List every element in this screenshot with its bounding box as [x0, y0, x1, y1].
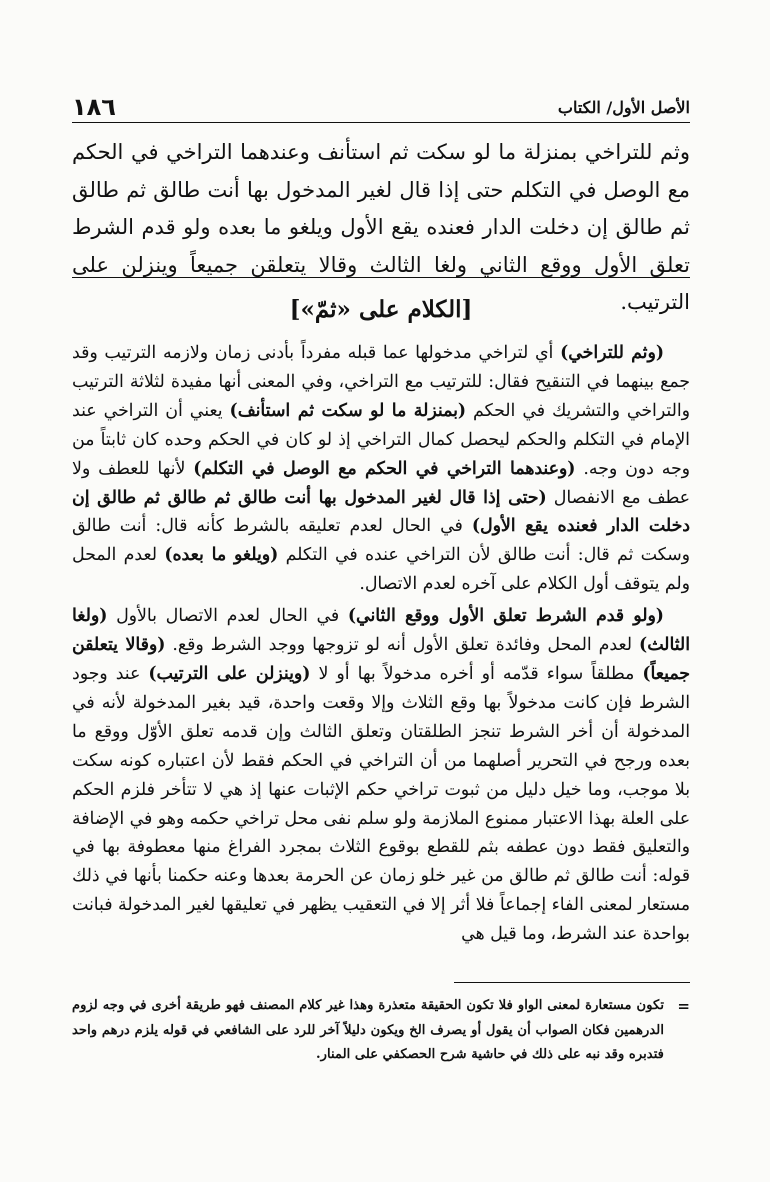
matn-quote: (وقالا يتعلقن جميعاً)	[72, 635, 690, 684]
commentary-text: أي لتراخي مدخولها عما قبله مفرداً بأدنى زمان ولازمه الترتيب وقد جمع بينهما في التنقيح فقال: للترتيب مع التراخي، وفي المعنى أنها مفيدة لثلاثة الترتيب والتراخي والتشريك في الحكم	[72, 343, 690, 421]
matn-quote: (بمنزلة ما لو سكت ثم استأنف)	[229, 400, 467, 421]
footnote-text: تكون مستعارة لمعنى الواو فلا تكون الحقيقة متعذرة وهذا غير كلام المصنف فهو طريقة أخرى في وجه لزوم الدرهمين فكان الصواب أن يقول أو يصرف الخ ويكون دليلاً آخر للرد على الشافعي في قوله يلزم درهم واحد فتدبره وقد نبه على ذلك في حاشية شرح الحصكفي على المنار.	[72, 998, 664, 1063]
footnote	[72, 994, 690, 1068]
commentary-paragraph-2	[72, 602, 690, 949]
main-text: وثم للتراخي بمنزلة ما لو سكت ثم استأنف وعندهما التراخي في الحكم مع الوصل في التكلم حتى إذا قال لغير المدخول بها أنت طالق ثم طالق ثم طالق إن دخلت الدار فعنده يقع الأول ويلغو ما بعده ولو قدم الشرط تعلق الأول ووقع الثاني ولغا الثالث وقالا يتعلقن جميعاً وينزلن على الترتيب.	[72, 140, 690, 314]
commentary-text: لعدم المحل وفائدة تعلق الأول أنه لو تزوجها ووجد الشرط وقع.	[165, 635, 640, 656]
matn-quote: (حتى إذا قال لغير المدخول بها أنت طالق ثم طالق ثم طالق إن دخلت الدار فعنده يقع الأول)	[72, 487, 690, 537]
matn-quote: (ولغا الثالث)	[72, 606, 690, 656]
footnote-divider	[454, 982, 690, 983]
commentary-text: في الحال لعدم الاتصال بالأول	[107, 606, 348, 627]
running-title: الأصل الأول/ الكتاب	[557, 97, 690, 117]
commentary-text: في الحال لعدم تعليقه بالشرط كأنه قال: أنت طالق وسكت ثم قال: أنت طالق لأن التراخي عنده في التكلم	[72, 516, 690, 566]
page-header	[72, 94, 690, 123]
footnote-marker: =	[677, 997, 690, 1015]
commentary-text: لأنها للعطف ولا عطف مع الانفصال	[72, 458, 690, 508]
commentary-text: يعني أن التراخي عند الإمام في التكلم والحكم ليحصل كمال التراخي إذ لو كان في الحكم وحده كان ثابتاً من وجه دون وجه.	[72, 400, 691, 479]
matn-quote: (وينزلن على الترتيب)	[148, 663, 311, 684]
commentary-block	[72, 339, 690, 952]
section-divider	[72, 277, 690, 278]
matn-quote: (ولو قدم الشرط تعلق الأول ووقع الثاني)	[347, 606, 664, 627]
matn-quote: (وثم للتراخي)	[560, 343, 665, 363]
commentary-text: عند وجود الشرط فإن كانت مدخولاً بها وقع الثلاث وإلا وقعت واحدة، قيد بغير المدخولة لأنه في المدخولة أن أخر الشرط تنجز الطلقتان وتعلق الثالث وإن قدمه تعلق الأوّل ووقع ما بعده ورجح في التحرير أصلهما من أن التراخي في الحكم فقط لأن اعتباره كونه سكت بلا موجب، وما خيل دليل من ثبوت تراخي حكم الإثبات عنها إذ هي لا تتأخر فلزم الحكم على العلة بهذا الاعتبار ممنوع الملازمة ولو سلم نفى محل تراخي حكمه وهو في الإضافة والتعليق فقط دون عطفه بثم للقطع بوقوع الثلاث بمجرد الفراغ منها معطوفة بها في قوله: أنت طالق ثم طالق من غير خلو زمان عن الحرمة بعدها وعنه حكمنا بأنها في ذلك مستعار لمعنى الفاء إجماعاً فلا أثر إلا في التعقيب يظهر في تعليقها لغير المدخولة فبانت بواحدة عند الشرط، وما قيل هي	[72, 663, 690, 945]
page-number: ١٨٦	[72, 93, 116, 121]
commentary-text: لعدم المحل ولم يتوقف أول الكلام على آخره لعدم الاتصال.	[72, 545, 690, 595]
commentary-text: مطلقاً سواء قدّمه أو أخره مدخولاً بها أو لا	[310, 663, 643, 684]
section-heading: [الكلام على «ثمّ»]	[289, 296, 473, 323]
matn-quote: (ويلغو ما بعده)	[164, 545, 279, 566]
commentary-paragraph-1	[72, 339, 690, 599]
matn-quote: (وعندهما التراخي في الحكم مع الوصل في التكلم)	[193, 458, 576, 479]
